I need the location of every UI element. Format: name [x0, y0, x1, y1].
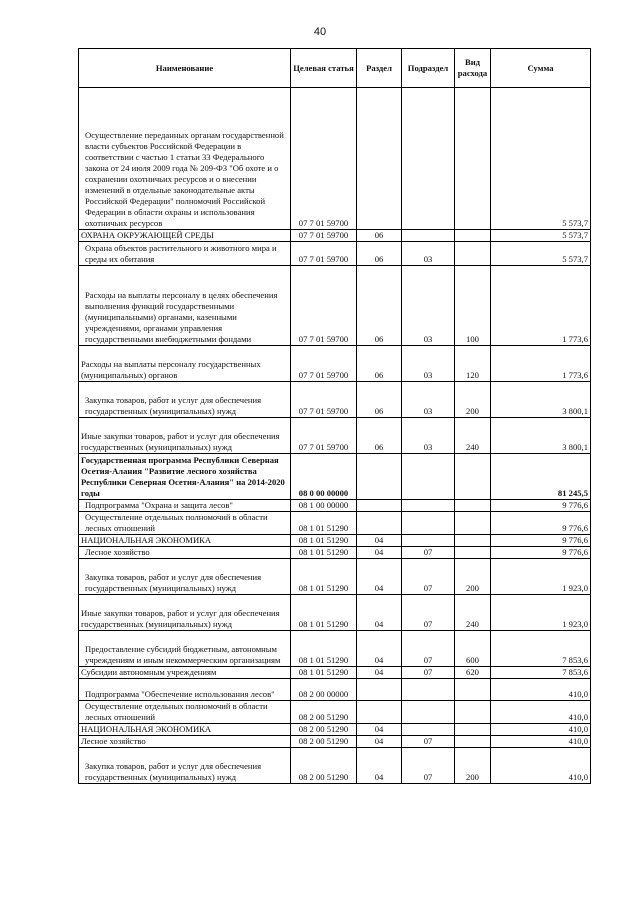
table-row	[79, 667, 591, 679]
cell-article: 08 1 01 51290	[291, 547, 357, 559]
cell-kind: 240	[455, 595, 491, 631]
table-row	[79, 242, 591, 266]
cell-sum: 410,0	[491, 736, 591, 748]
cell-subsection	[402, 701, 455, 724]
cell-section: 04	[357, 631, 402, 667]
table-row	[79, 631, 591, 667]
cell-name: Закупка товаров, работ и услуг для обеспечения государственных (муниципальных) нужд	[79, 559, 291, 595]
cell-name: Осуществление отдельных полномочий в области лесных отношений	[79, 701, 291, 724]
cell-section: 06	[357, 382, 402, 418]
cell-section	[357, 500, 402, 512]
table-row	[79, 500, 591, 512]
cell-kind	[455, 500, 491, 512]
cell-name: Лесное хозяйство	[79, 547, 291, 559]
header-article: Целевая статья	[291, 49, 357, 88]
cell-kind: 620	[455, 667, 491, 679]
cell-section: 06	[357, 230, 402, 242]
cell-name: Осуществление переданных органам государственной власти субъектов Российской Федерации в соответствии с частью 1 статьи 33 Федерального закона от 24 июля 2009 года № 209-ФЗ "Об охоте и о сохранении охотничьих ресурсов и о внесении изменений в отдельные законодательные акты Российской Федерации" полномочий Российской Федерации в области охраны и использования охотничьих ресурсов	[79, 88, 291, 230]
cell-section: 06	[357, 242, 402, 266]
cell-article: 07 7 01 59700	[291, 418, 357, 454]
cell-subsection: 07	[402, 667, 455, 679]
cell-subsection	[402, 454, 455, 500]
cell-name: Лесное хозяйство	[79, 736, 291, 748]
cell-kind	[455, 535, 491, 547]
table-row	[79, 454, 591, 500]
cell-name: Расходы на выплаты персоналу в целях обеспечения выполнения функций государственными (муниципальными) органами, казенными учреждениями, органами управления государственными внебюджетными фондами	[79, 266, 291, 346]
cell-article: 08 1 01 51290	[291, 512, 357, 535]
cell-subsection: 07	[402, 559, 455, 595]
table-row	[79, 595, 591, 631]
table-row	[79, 230, 591, 242]
cell-article: 08 1 00 00000	[291, 500, 357, 512]
cell-sum: 1 773,6	[491, 346, 591, 382]
cell-sum: 9 776,6	[491, 500, 591, 512]
cell-name: Предоставление субсидий бюджетным, автономным учреждениям и иным некоммерческим организациям	[79, 631, 291, 667]
cell-article: 08 2 00 51290	[291, 748, 357, 784]
cell-kind	[455, 736, 491, 748]
cell-name: Охрана объектов растительного и животного мира и среды их обитания	[79, 242, 291, 266]
cell-article: 08 0 00 00000	[291, 454, 357, 500]
cell-section	[357, 454, 402, 500]
cell-kind	[455, 547, 491, 559]
cell-kind: 200	[455, 748, 491, 784]
table-row	[79, 346, 591, 382]
table-body	[79, 88, 591, 784]
cell-sum: 3 800,1	[491, 418, 591, 454]
cell-subsection: 07	[402, 547, 455, 559]
cell-kind	[455, 454, 491, 500]
cell-sum: 7 853,6	[491, 667, 591, 679]
cell-sum: 410,0	[491, 701, 591, 724]
cell-kind	[455, 679, 491, 701]
cell-name: Осуществление отдельных полномочий в области лесных отношений	[79, 512, 291, 535]
cell-section: 04	[357, 559, 402, 595]
header-section: Раздел	[357, 49, 402, 88]
table-row	[79, 88, 591, 230]
cell-sum: 410,0	[491, 724, 591, 736]
header-sum: Сумма	[491, 49, 591, 88]
cell-article: 08 2 00 00000	[291, 679, 357, 701]
header-name: Наименование	[79, 49, 291, 88]
cell-sum: 5 573,7	[491, 230, 591, 242]
cell-section: 04	[357, 667, 402, 679]
cell-subsection: 07	[402, 748, 455, 784]
cell-article: 08 2 00 51290	[291, 736, 357, 748]
cell-name: НАЦИОНАЛЬНАЯ ЭКОНОМИКА	[79, 724, 291, 736]
cell-kind: 200	[455, 559, 491, 595]
cell-article: 08 1 01 51290	[291, 595, 357, 631]
cell-section	[357, 679, 402, 701]
cell-sum: 410,0	[491, 679, 591, 701]
cell-subsection	[402, 88, 455, 230]
cell-kind	[455, 88, 491, 230]
cell-subsection	[402, 679, 455, 701]
cell-sum: 1 923,0	[491, 559, 591, 595]
cell-sum: 5 573,7	[491, 88, 591, 230]
cell-section: 06	[357, 418, 402, 454]
cell-name: Закупка товаров, работ и услуг для обеспечения государственных (муниципальных) нужд	[79, 382, 291, 418]
cell-subsection: 03	[402, 346, 455, 382]
cell-article: 07 7 01 59700	[291, 230, 357, 242]
cell-sum: 410,0	[491, 748, 591, 784]
cell-sum: 9 776,6	[491, 512, 591, 535]
cell-kind: 200	[455, 382, 491, 418]
cell-subsection: 03	[402, 242, 455, 266]
cell-kind: 240	[455, 418, 491, 454]
cell-subsection: 07	[402, 595, 455, 631]
table-row	[79, 736, 591, 748]
cell-subsection: 07	[402, 736, 455, 748]
cell-article: 07 7 01 59700	[291, 346, 357, 382]
cell-name: Расходы на выплаты персоналу государственных (муниципальных) органов	[79, 346, 291, 382]
cell-section: 04	[357, 748, 402, 784]
cell-article: 07 7 01 59700	[291, 88, 357, 230]
table-row	[79, 547, 591, 559]
cell-subsection: 03	[402, 266, 455, 346]
cell-name: Субсидии автономным учреждениям	[79, 667, 291, 679]
cell-subsection	[402, 500, 455, 512]
cell-subsection	[402, 512, 455, 535]
table-row	[79, 512, 591, 535]
cell-sum: 5 573,7	[491, 242, 591, 266]
cell-section	[357, 88, 402, 230]
cell-article: 08 1 01 51290	[291, 667, 357, 679]
table-row	[79, 418, 591, 454]
header-subsection: Подраздел	[402, 49, 455, 88]
cell-subsection	[402, 535, 455, 547]
cell-article: 07 7 01 59700	[291, 382, 357, 418]
cell-kind: 120	[455, 346, 491, 382]
cell-kind: 100	[455, 266, 491, 346]
cell-article: 08 1 01 51290	[291, 559, 357, 595]
cell-sum: 7 853,6	[491, 631, 591, 667]
cell-section: 06	[357, 266, 402, 346]
cell-name: Иные закупки товаров, работ и услуг для обеспечения государственных (муниципальных) нужд	[79, 418, 291, 454]
cell-name: Подпрограмма "Обеспечение использования лесов"	[79, 679, 291, 701]
table-row	[79, 382, 591, 418]
cell-sum: 1 923,0	[491, 595, 591, 631]
cell-subsection: 03	[402, 418, 455, 454]
cell-kind	[455, 512, 491, 535]
cell-name: Государственная программа Республики Северная Осетия-Алания "Развитие лесного хозяйства Республики Северная Осетия-Алания" на 2014-2020 годы	[79, 454, 291, 500]
header-kind: Вид расхода	[455, 49, 491, 88]
table-header	[79, 49, 591, 88]
cell-name: Подпрограмма "Охрана и защита лесов"	[79, 500, 291, 512]
cell-subsection: 03	[402, 382, 455, 418]
cell-name: ОХРАНА ОКРУЖАЮЩЕЙ СРЕДЫ	[79, 230, 291, 242]
cell-sum: 81 245,5	[491, 454, 591, 500]
cell-section	[357, 512, 402, 535]
cell-name: Иные закупки товаров, работ и услуг для обеспечения государственных (муниципальных) нужд	[79, 595, 291, 631]
page-number: 40	[313, 26, 327, 38]
cell-article: 08 1 01 51290	[291, 535, 357, 547]
cell-name: Закупка товаров, работ и услуг для обеспечения государственных (муниципальных) нужд	[79, 748, 291, 784]
cell-section: 04	[357, 595, 402, 631]
cell-sum: 3 800,1	[491, 382, 591, 418]
cell-article: 07 7 01 59700	[291, 242, 357, 266]
cell-sum: 9 776,6	[491, 547, 591, 559]
cell-kind	[455, 230, 491, 242]
cell-section: 04	[357, 535, 402, 547]
cell-section: 04	[357, 547, 402, 559]
cell-kind	[455, 724, 491, 736]
table-row	[79, 724, 591, 736]
table-row	[79, 559, 591, 595]
table-row	[79, 535, 591, 547]
cell-kind: 600	[455, 631, 491, 667]
cell-sum: 1 773,6	[491, 266, 591, 346]
cell-subsection	[402, 230, 455, 242]
cell-section: 06	[357, 346, 402, 382]
cell-subsection	[402, 724, 455, 736]
cell-subsection: 07	[402, 631, 455, 667]
cell-name: НАЦИОНАЛЬНАЯ ЭКОНОМИКА	[79, 535, 291, 547]
table-row	[79, 679, 591, 701]
cell-article: 08 2 00 51290	[291, 724, 357, 736]
table-row	[79, 266, 591, 346]
cell-article: 07 7 01 59700	[291, 266, 357, 346]
budget-table	[78, 48, 591, 784]
table-row	[79, 701, 591, 724]
cell-article: 08 1 01 51290	[291, 631, 357, 667]
cell-sum: 9 776,6	[491, 535, 591, 547]
table-row	[79, 748, 591, 784]
cell-kind	[455, 701, 491, 724]
cell-section	[357, 701, 402, 724]
cell-section: 04	[357, 736, 402, 748]
cell-article: 08 2 00 51290	[291, 701, 357, 724]
cell-kind	[455, 242, 491, 266]
cell-section: 04	[357, 724, 402, 736]
